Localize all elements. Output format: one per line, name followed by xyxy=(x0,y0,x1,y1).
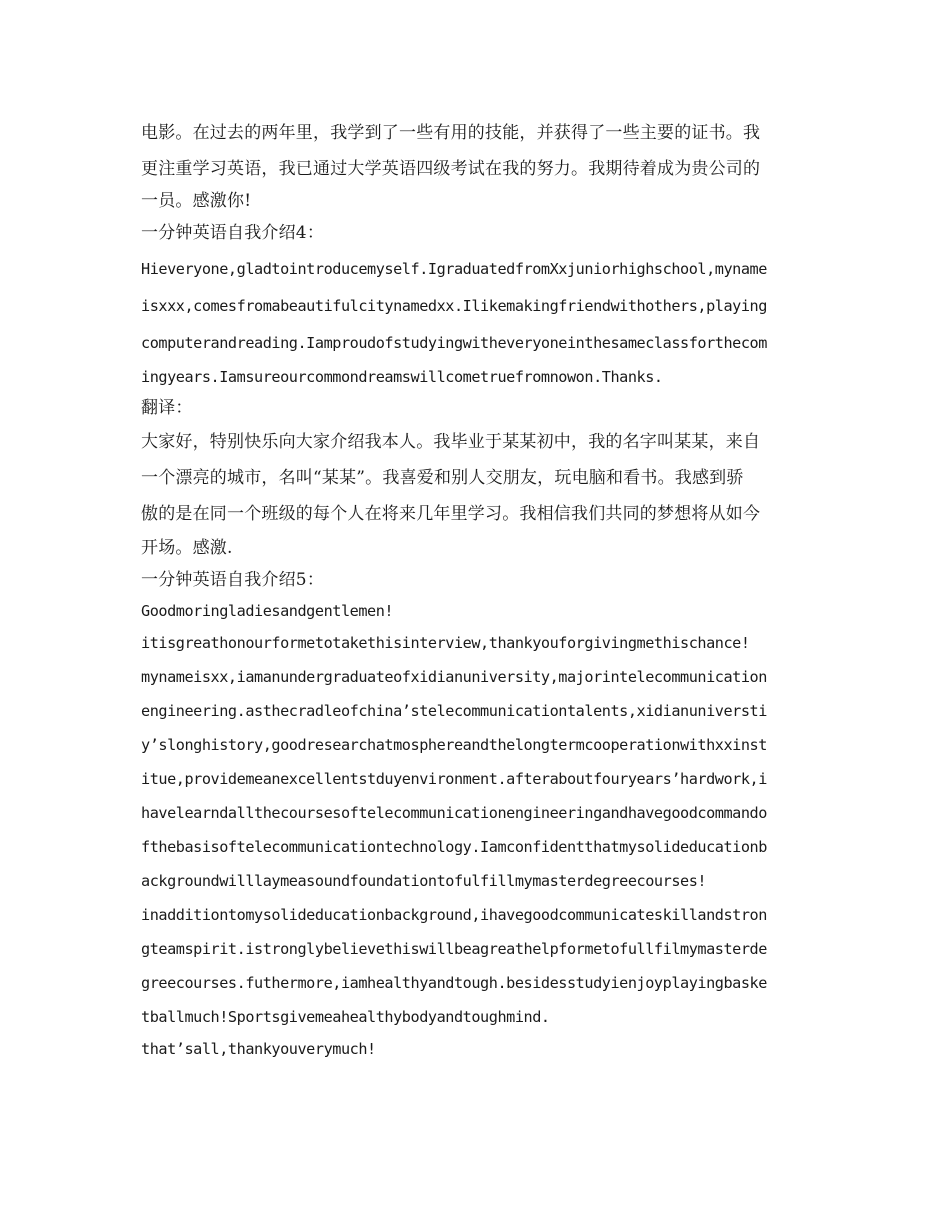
text-line: ingyears.Iamsureourcommondreamswillcometruefromnowon.Thanks. xyxy=(141,368,663,386)
text-line: isxxx,comesfromabeautifulcitynamedxx.Ilikemakingfriendwithothers,playing xyxy=(141,297,767,315)
text-line: engineering.asthecradleofchina’stelecommunicationtalents,xidianuniversti xyxy=(141,702,767,720)
text-line: fthebasisoftelecommunicationtechnology.Iamconfidentthatmysolideducationb xyxy=(141,838,767,856)
text-line: Goodmoringladiesandgentlemen! xyxy=(141,602,394,620)
text-line: 开场。感激. xyxy=(141,538,233,558)
text-line: gteamspirit.istronglybelievethiswillbeagreathelpformetofullfilmymasterde xyxy=(141,940,767,958)
text-line: itisgreathonourformetotakethisinterview,thankyouforgivingmethischance! xyxy=(141,634,750,652)
text-line: 傲的是在同一个班级的每个人在将来几年里学习。我相信我们共同的梦想将从如今 xyxy=(141,504,761,524)
text-line: 更注重学习英语，我已通过大学英语四级考试在我的努力。我期待着成为贵公司的 xyxy=(141,159,761,179)
paragraph-english-5 xyxy=(141,596,811,1064)
text-line: tballmuch!Sportsgivemeahealthybodyandtoughmind. xyxy=(141,1008,550,1026)
text-line: 一员。感激你! xyxy=(141,191,252,211)
text-line: 一个漂亮的城市，名叫“某某”。我喜爱和别人交朋友，玩电脑和看书。我感到骄 xyxy=(141,468,744,488)
text-line: 电影。在过去的两年里，我学到了一些有用的技能，并获得了一些主要的证书。我 xyxy=(141,123,761,143)
text-line: that’sall,thankyouverymuch! xyxy=(141,1040,376,1058)
text-line: 大家好，特别快乐向大家介绍我本人。我毕业于某某初中，我的名字叫某某，来自 xyxy=(141,432,761,452)
text-line: inadditiontomysolideducationbackground,ihavegoodcommunicateskillandstron xyxy=(141,906,767,924)
paragraph-english-4 xyxy=(141,251,811,392)
text-line: havelearndallthecoursesoftelecommunicationengineeringandhavegoodcommando xyxy=(141,804,767,822)
translation-label: 翻译： xyxy=(141,398,193,418)
paragraph-intro-cn xyxy=(141,115,811,215)
paragraph-translation-cn xyxy=(141,424,811,564)
section-heading-5: 一分钟英语自我介绍5： xyxy=(141,570,325,590)
document-page xyxy=(141,115,811,1064)
text-line: y’slonghistory,goodresearchatmosphereandthelongtermcooperationwithxxinst xyxy=(141,736,767,754)
text-line: greecourses.futhermore,iamhealthyandtough.besidesstudyienjoyplayingbaske xyxy=(141,974,767,992)
section-heading-4: 一分钟英语自我介绍4： xyxy=(141,223,325,243)
text-line: mynameisxx,iamanundergraduateofxidianuniversity,majorintelecommunication xyxy=(141,668,767,686)
text-line: itue,providemeanexcellentstduyenvironment.afteraboutfouryears’hardwork,i xyxy=(141,770,767,788)
text-line: ackgroundwilllaymeasoundfoundationtofulfillmymasterdegreecourses! xyxy=(141,872,707,890)
text-line: computerandreading.Iamproudofstudyingwitheveryoneinthesameclassforthecom xyxy=(141,334,767,352)
text-line: Hieveryone,gladtointroducemyself.IgraduatedfromXxjuniorhighschool,myname xyxy=(141,260,767,278)
